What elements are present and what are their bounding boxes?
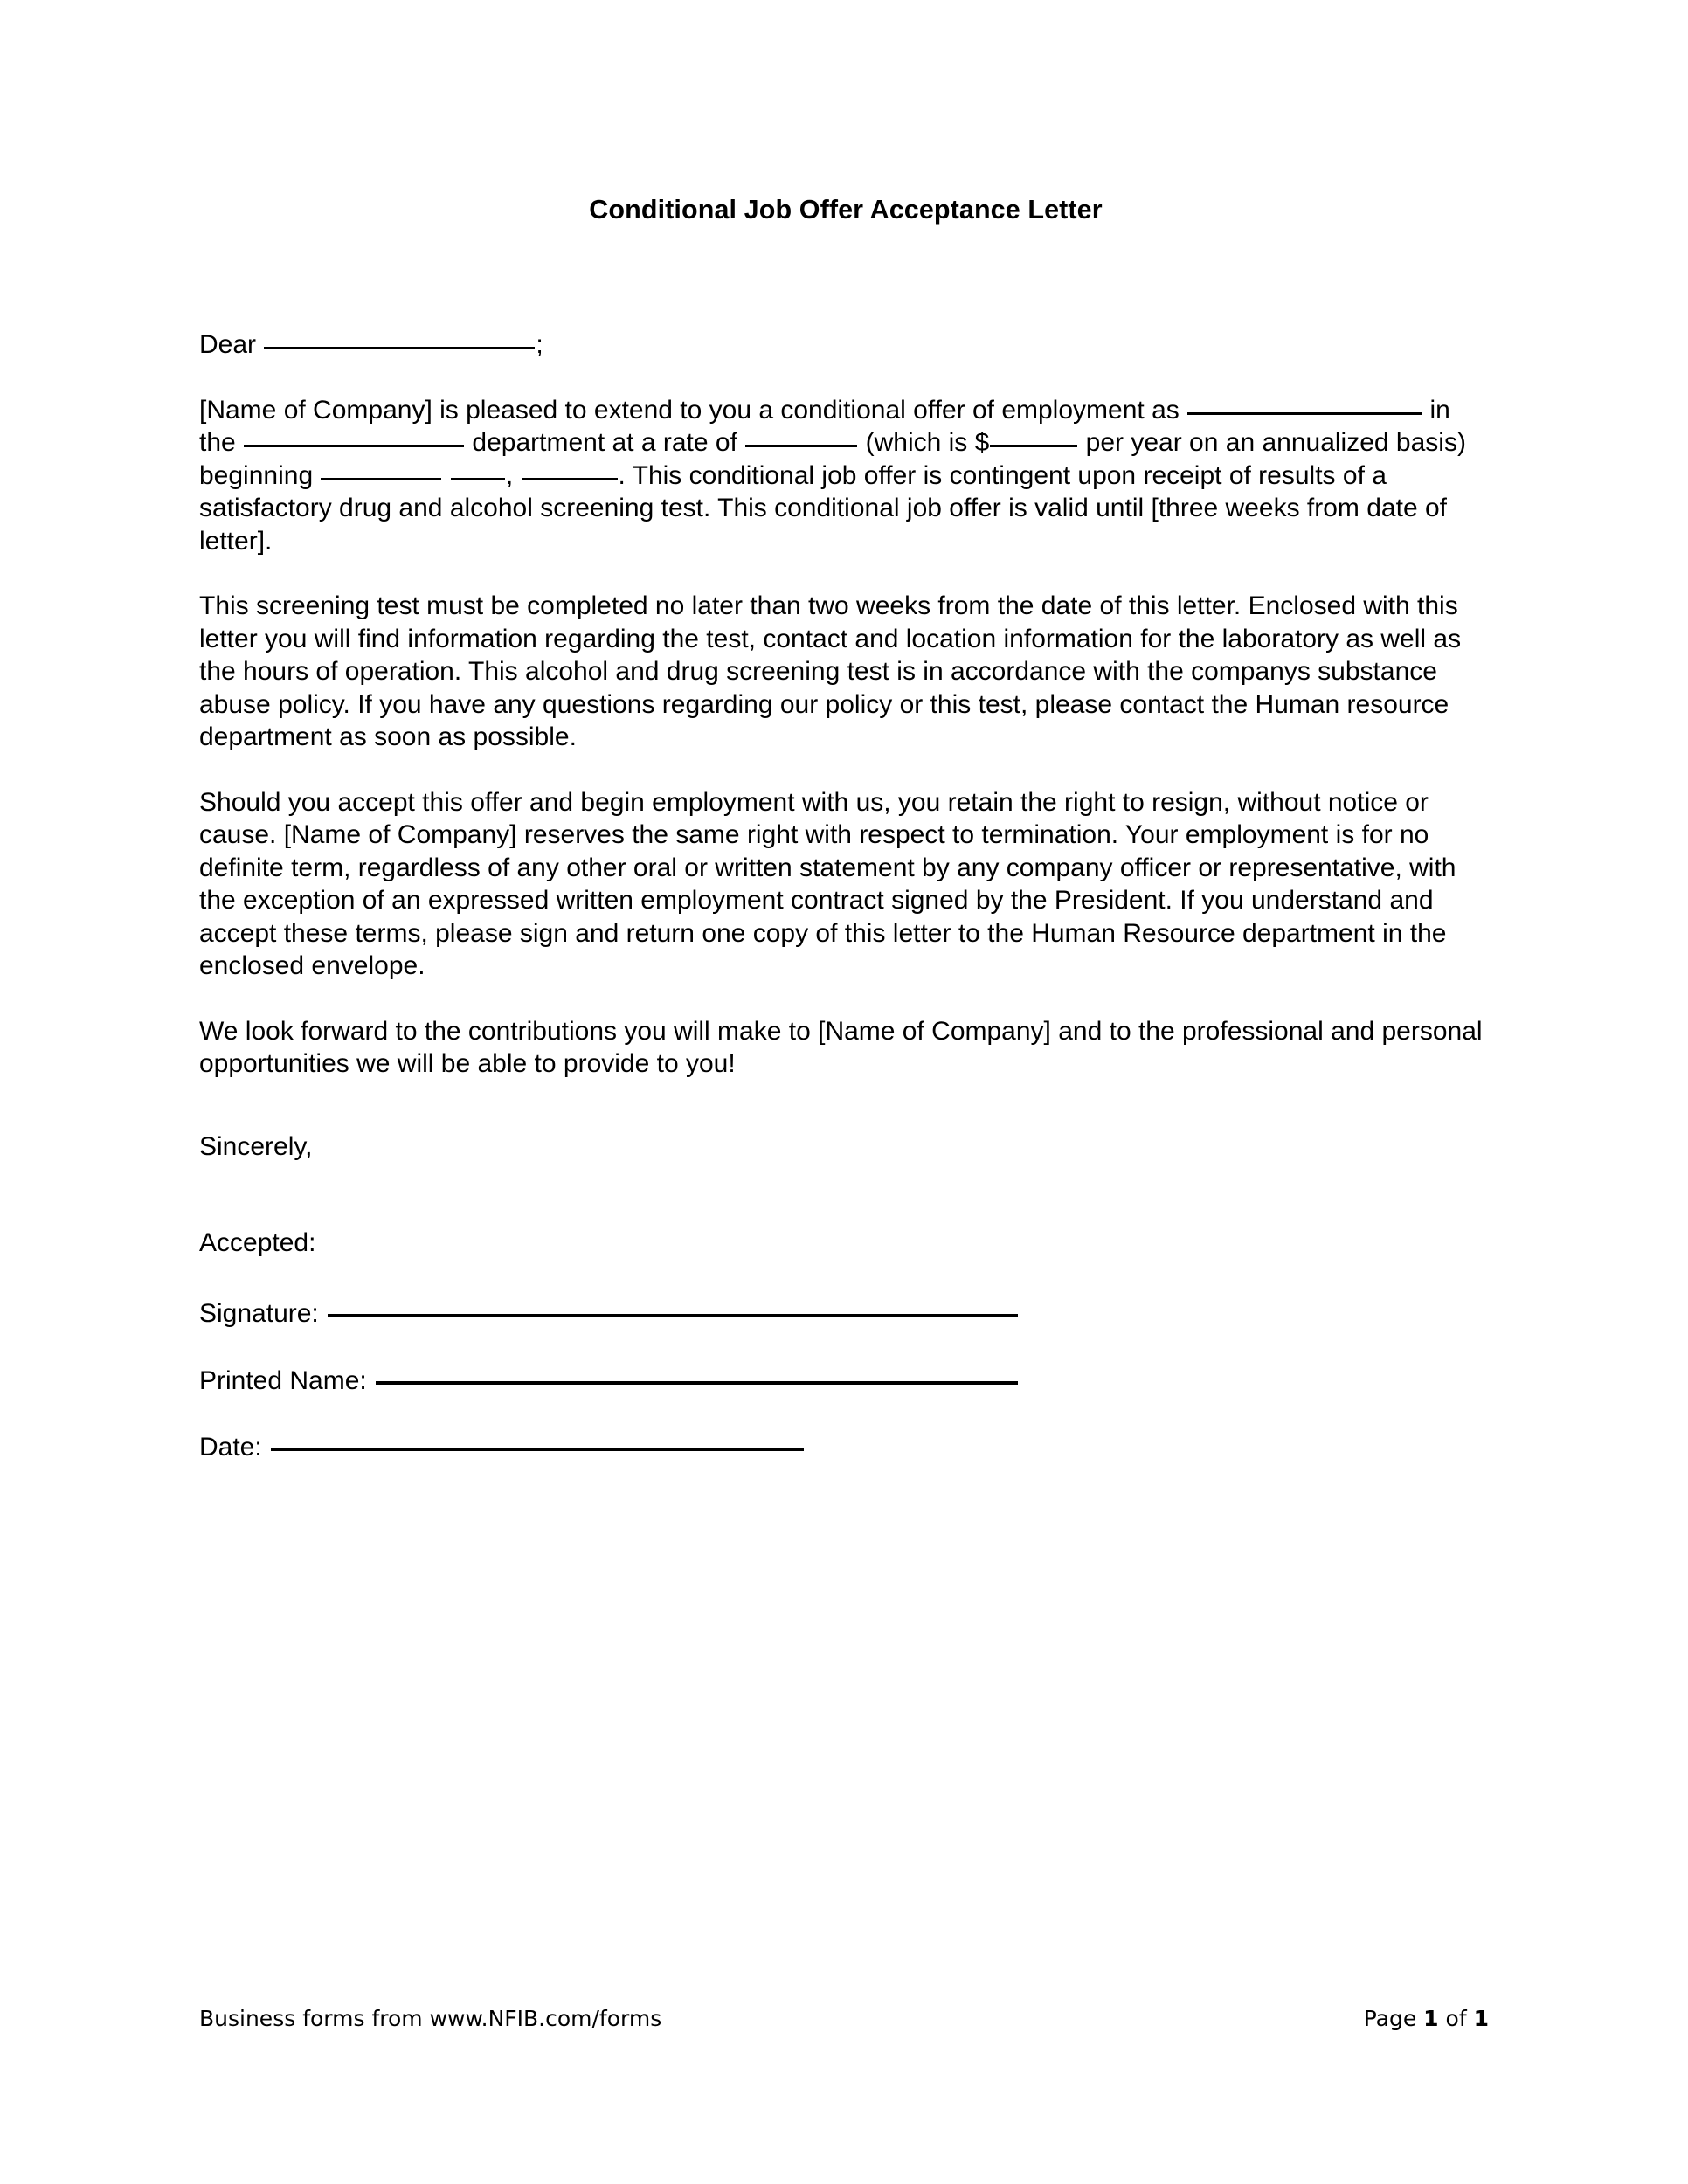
offer-segment-3: department at a rate of bbox=[472, 428, 737, 457]
printed-name-row bbox=[199, 1365, 1492, 1398]
acceptance-block bbox=[199, 1130, 1492, 1498]
signoff-line: Sincerely, bbox=[199, 1132, 313, 1161]
offer-paragraph bbox=[199, 394, 1492, 558]
pay-rate-blank[interactable] bbox=[745, 425, 857, 447]
salutation-line bbox=[199, 328, 1492, 362]
page-number-total: 1 bbox=[1473, 2006, 1489, 2031]
page-number bbox=[1364, 2004, 1489, 2034]
printed-name-field[interactable] bbox=[376, 1364, 1018, 1385]
start-month-blank[interactable] bbox=[321, 459, 441, 480]
offer-segment-5: per year on an annualized basis) beginning bbox=[199, 428, 1466, 490]
department-blank[interactable] bbox=[244, 425, 464, 447]
position-title-blank[interactable] bbox=[1187, 393, 1422, 415]
offer-segment-1: [Name of Company] is pleased to extend to you a conditional offer of employment as bbox=[199, 395, 1180, 425]
page-footer bbox=[199, 2004, 1489, 2034]
salutation-prefix: Dear bbox=[199, 330, 257, 359]
offer-segment-4: (which is $ bbox=[865, 428, 990, 457]
closing-paragraph: We look forward to the contributions you will make to [Name of Company] and to the professional and personal opportunities we will be able to provide to you! bbox=[199, 1016, 1483, 1078]
date-row bbox=[199, 1431, 1492, 1464]
offer-segment-7: . This conditional job offer is contingent upon receipt of results of a satisfactory drug and alcohol screening test. This conditional job offer is valid until [three weeks from date of letter]. bbox=[199, 460, 1447, 556]
start-day-blank[interactable] bbox=[451, 459, 505, 480]
offer-segment-6: , bbox=[505, 460, 514, 490]
signature-row bbox=[199, 1297, 1492, 1330]
letter-body bbox=[199, 328, 1492, 1081]
recipient-name-blank[interactable] bbox=[264, 328, 535, 349]
page-title: Conditional Job Offer Acceptance Letter bbox=[589, 195, 1103, 225]
offer-segment-2: in the bbox=[199, 395, 1450, 457]
footer-source-text: Business forms from www.NFIB.com/forms bbox=[199, 2006, 662, 2031]
accepted-heading: Accepted: bbox=[199, 1227, 316, 1257]
date-label: Date: bbox=[199, 1433, 262, 1462]
page-number-prefix: Page bbox=[1363, 2006, 1417, 2031]
screening-paragraph: This screening test must be completed no later than two weeks from the date of this letter. Enclosed with this letter you will find information regarding the test, contact and location information for the laboratory as well as the hours of operation. This alcohol and drug screening test is in accordance with the companys substance abuse policy. If you have any questions regarding our policy or this test, please contact the Human resource department as soon as possible. bbox=[199, 591, 1462, 751]
page-number-current: 1 bbox=[1423, 2006, 1439, 2031]
annual-salary-blank[interactable] bbox=[990, 425, 1077, 447]
page-number-middle: of bbox=[1445, 2006, 1467, 2031]
start-year-blank[interactable] bbox=[522, 459, 618, 480]
signature-label: Signature: bbox=[199, 1299, 319, 1328]
date-field[interactable] bbox=[271, 1430, 804, 1451]
accepted-spacer bbox=[199, 1259, 1492, 1297]
signature-field[interactable] bbox=[328, 1296, 1018, 1317]
signoff-spacer bbox=[199, 1164, 1492, 1227]
at-will-paragraph: Should you accept this offer and begin employment with us, you retain the right to resign, without notice or cause. [Name of Company] reserves the same right with respect to termination. Your employment is for no definite term, regardless of any other oral or written statement by any company officer or representative, with the exception of an expressed written employment contract signed by the President. If you understand and accept these terms, please sign and return one copy of this letter to the Human Resource department in the enclosed envelope. bbox=[199, 787, 1456, 980]
printed-name-label: Printed Name: bbox=[199, 1365, 367, 1395]
salutation-suffix: ; bbox=[536, 330, 543, 359]
